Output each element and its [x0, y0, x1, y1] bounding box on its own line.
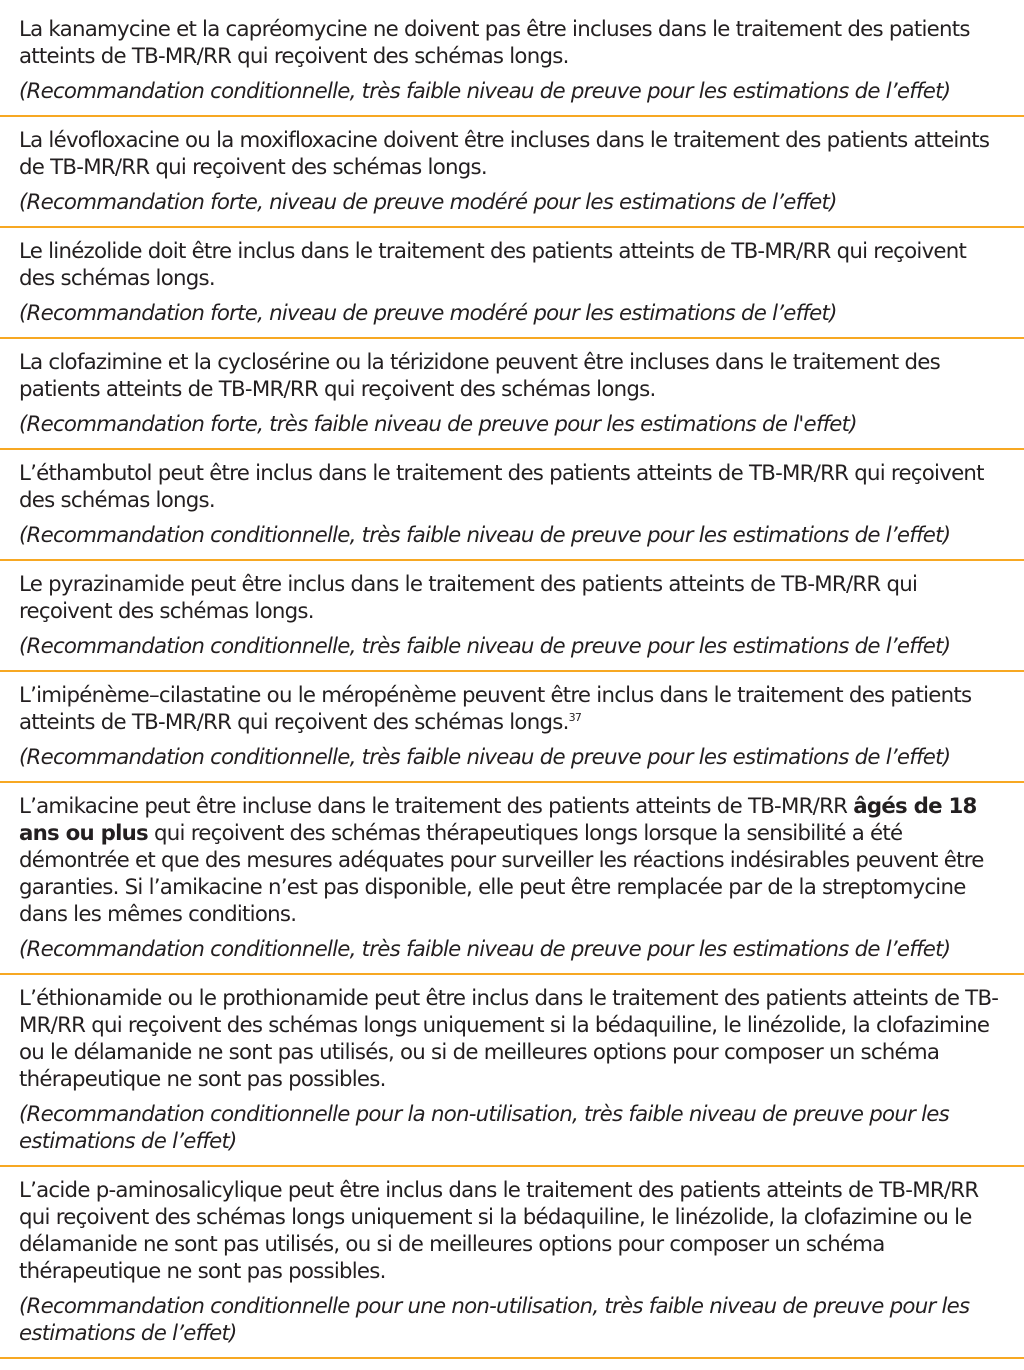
recommendation-ethionamide-prothionamide [0, 975, 1024, 1167]
recommendation-levofloxacin-moxifloxacin [0, 117, 1024, 228]
recommendation-text: La kanamycine et la capréomycine ne doivent pas être incluses dans le traitement des patients atteints de TB-MR/RR qui reçoivent des schémas longs. [19, 17, 970, 69]
footnote-reference: 37 [568, 710, 582, 724]
recommendation-text-with-footnote [19, 682, 1004, 736]
recommendation-text: Le pyrazinamide peut être inclus dans le traitement des patients atteints de TB-MR/RR qui reçoivent des schémas longs. [19, 572, 918, 624]
recommendation-text: L’éthambutol peut être inclus dans le traitement des patients atteints de TB-MR/RR qui reçoivent des schémas longs. [19, 461, 984, 513]
recommendation-grade: (Recommandation conditionnelle, très faible niveau de preuve pour les estimations de l’effet) [19, 634, 951, 659]
recommendation-imipenem-meropenem [0, 672, 1024, 783]
recommendation-linezolid [0, 228, 1024, 339]
recommendation-text-mixed [19, 793, 1004, 928]
recommendation-grade: (Recommandation conditionnelle, très faible niveau de preuve pour les estimations de l’effet) [19, 937, 951, 962]
recommendation-grade: (Recommandation forte, niveau de preuve modéré pour les estimations de l’effet) [19, 190, 837, 215]
recommendation-grade: (Recommandation forte, niveau de preuve modéré pour les estimations de l’effet) [19, 301, 837, 326]
recommendation-amikacin [0, 783, 1024, 975]
recommendation-grade: (Recommandation conditionnelle, très faible niveau de preuve pour les estimations de l’effet) [19, 79, 951, 104]
recommendation-kanamycin-capreomycin [0, 6, 1024, 117]
recommendation-clofazimine-cycloserine [0, 339, 1024, 450]
recommendation-pyrazinamide [0, 561, 1024, 672]
recommendation-pas [0, 1167, 1024, 1359]
recommendation-text: La lévofloxacine ou la moxifloxacine doivent être incluses dans le traitement des patients atteints de TB-MR/RR qui reçoivent des schémas longs. [19, 128, 990, 180]
recommendation-text: Le linézolide doit être inclus dans le traitement des patients atteints de TB-MR/RR qui reçoivent des schémas longs. [19, 239, 967, 291]
recommendation-grade: (Recommandation conditionnelle pour une non-utilisation, très faible niveau de preuve pour les estimations de l’effet) [19, 1294, 970, 1346]
recommendation-text: L’acide p-aminosalicylique peut être inclus dans le traitement des patients atteints de TB-MR/RR qui reçoivent des schémas longs uniquement si la bédaquiline, le linézolide, la clofazimine ou le délamanide ne sont pas utilisés, ou si de meilleures options pour composer un schéma thérapeutique ne sont pas possibles. [19, 1178, 979, 1284]
recommendation-ethambutol [0, 450, 1024, 561]
recommendation-text-emphasis: âgés de 18 ans ou plus [19, 794, 977, 846]
recommendation-grade: (Recommandation conditionnelle pour la non-utilisation, très faible niveau de preuve pour les estimations de l’effet) [19, 1102, 949, 1154]
recommendation-text: L’éthionamide ou le prothionamide peut être inclus dans le traitement des patients atteints de TB-MR/RR qui reçoivent des schémas longs uniquement si la bédaquiline, le linézolide, la clofazimine ou le délamanide ne sont pas utilisés, ou si de meilleures options pour composer un schéma thérapeutique ne sont pas possibles. [19, 986, 999, 1092]
recommendation-text: L’imipénème–cilastatine ou le méropénème peuvent être inclus dans le traitement des patients atteints de TB-MR/RR qui reçoivent des schémas longs. [19, 683, 972, 735]
recommendation-grade: (Recommandation conditionnelle, très faible niveau de preuve pour les estimations de l’effet) [19, 745, 951, 770]
recommendation-grade: (Recommandation forte, très faible niveau de preuve pour les estimations de l'effet) [19, 412, 857, 437]
recommendation-text-part: L’amikacine peut être incluse dans le traitement des patients atteints de TB-MR/RR [19, 794, 854, 819]
recommendation-text-part: qui reçoivent des schémas thérapeutiques longs lorsque la sensibilité a été démontrée et que des mesures adéquates pour surveiller les réactions indésirables peuvent être garanties. Si l’amikacine n’est pas disponible, elle peut être remplacée par de la streptomycine dans les mêmes conditions. [19, 821, 984, 927]
recommendation-grade: (Recommandation conditionnelle, très faible niveau de preuve pour les estimations de l’effet) [19, 523, 951, 548]
recommendation-text: La clofazimine et la cyclosérine ou la térizidone peuvent être incluses dans le traitement des patients atteints de TB-MR/RR qui reçoivent des schémas longs. [19, 350, 940, 402]
